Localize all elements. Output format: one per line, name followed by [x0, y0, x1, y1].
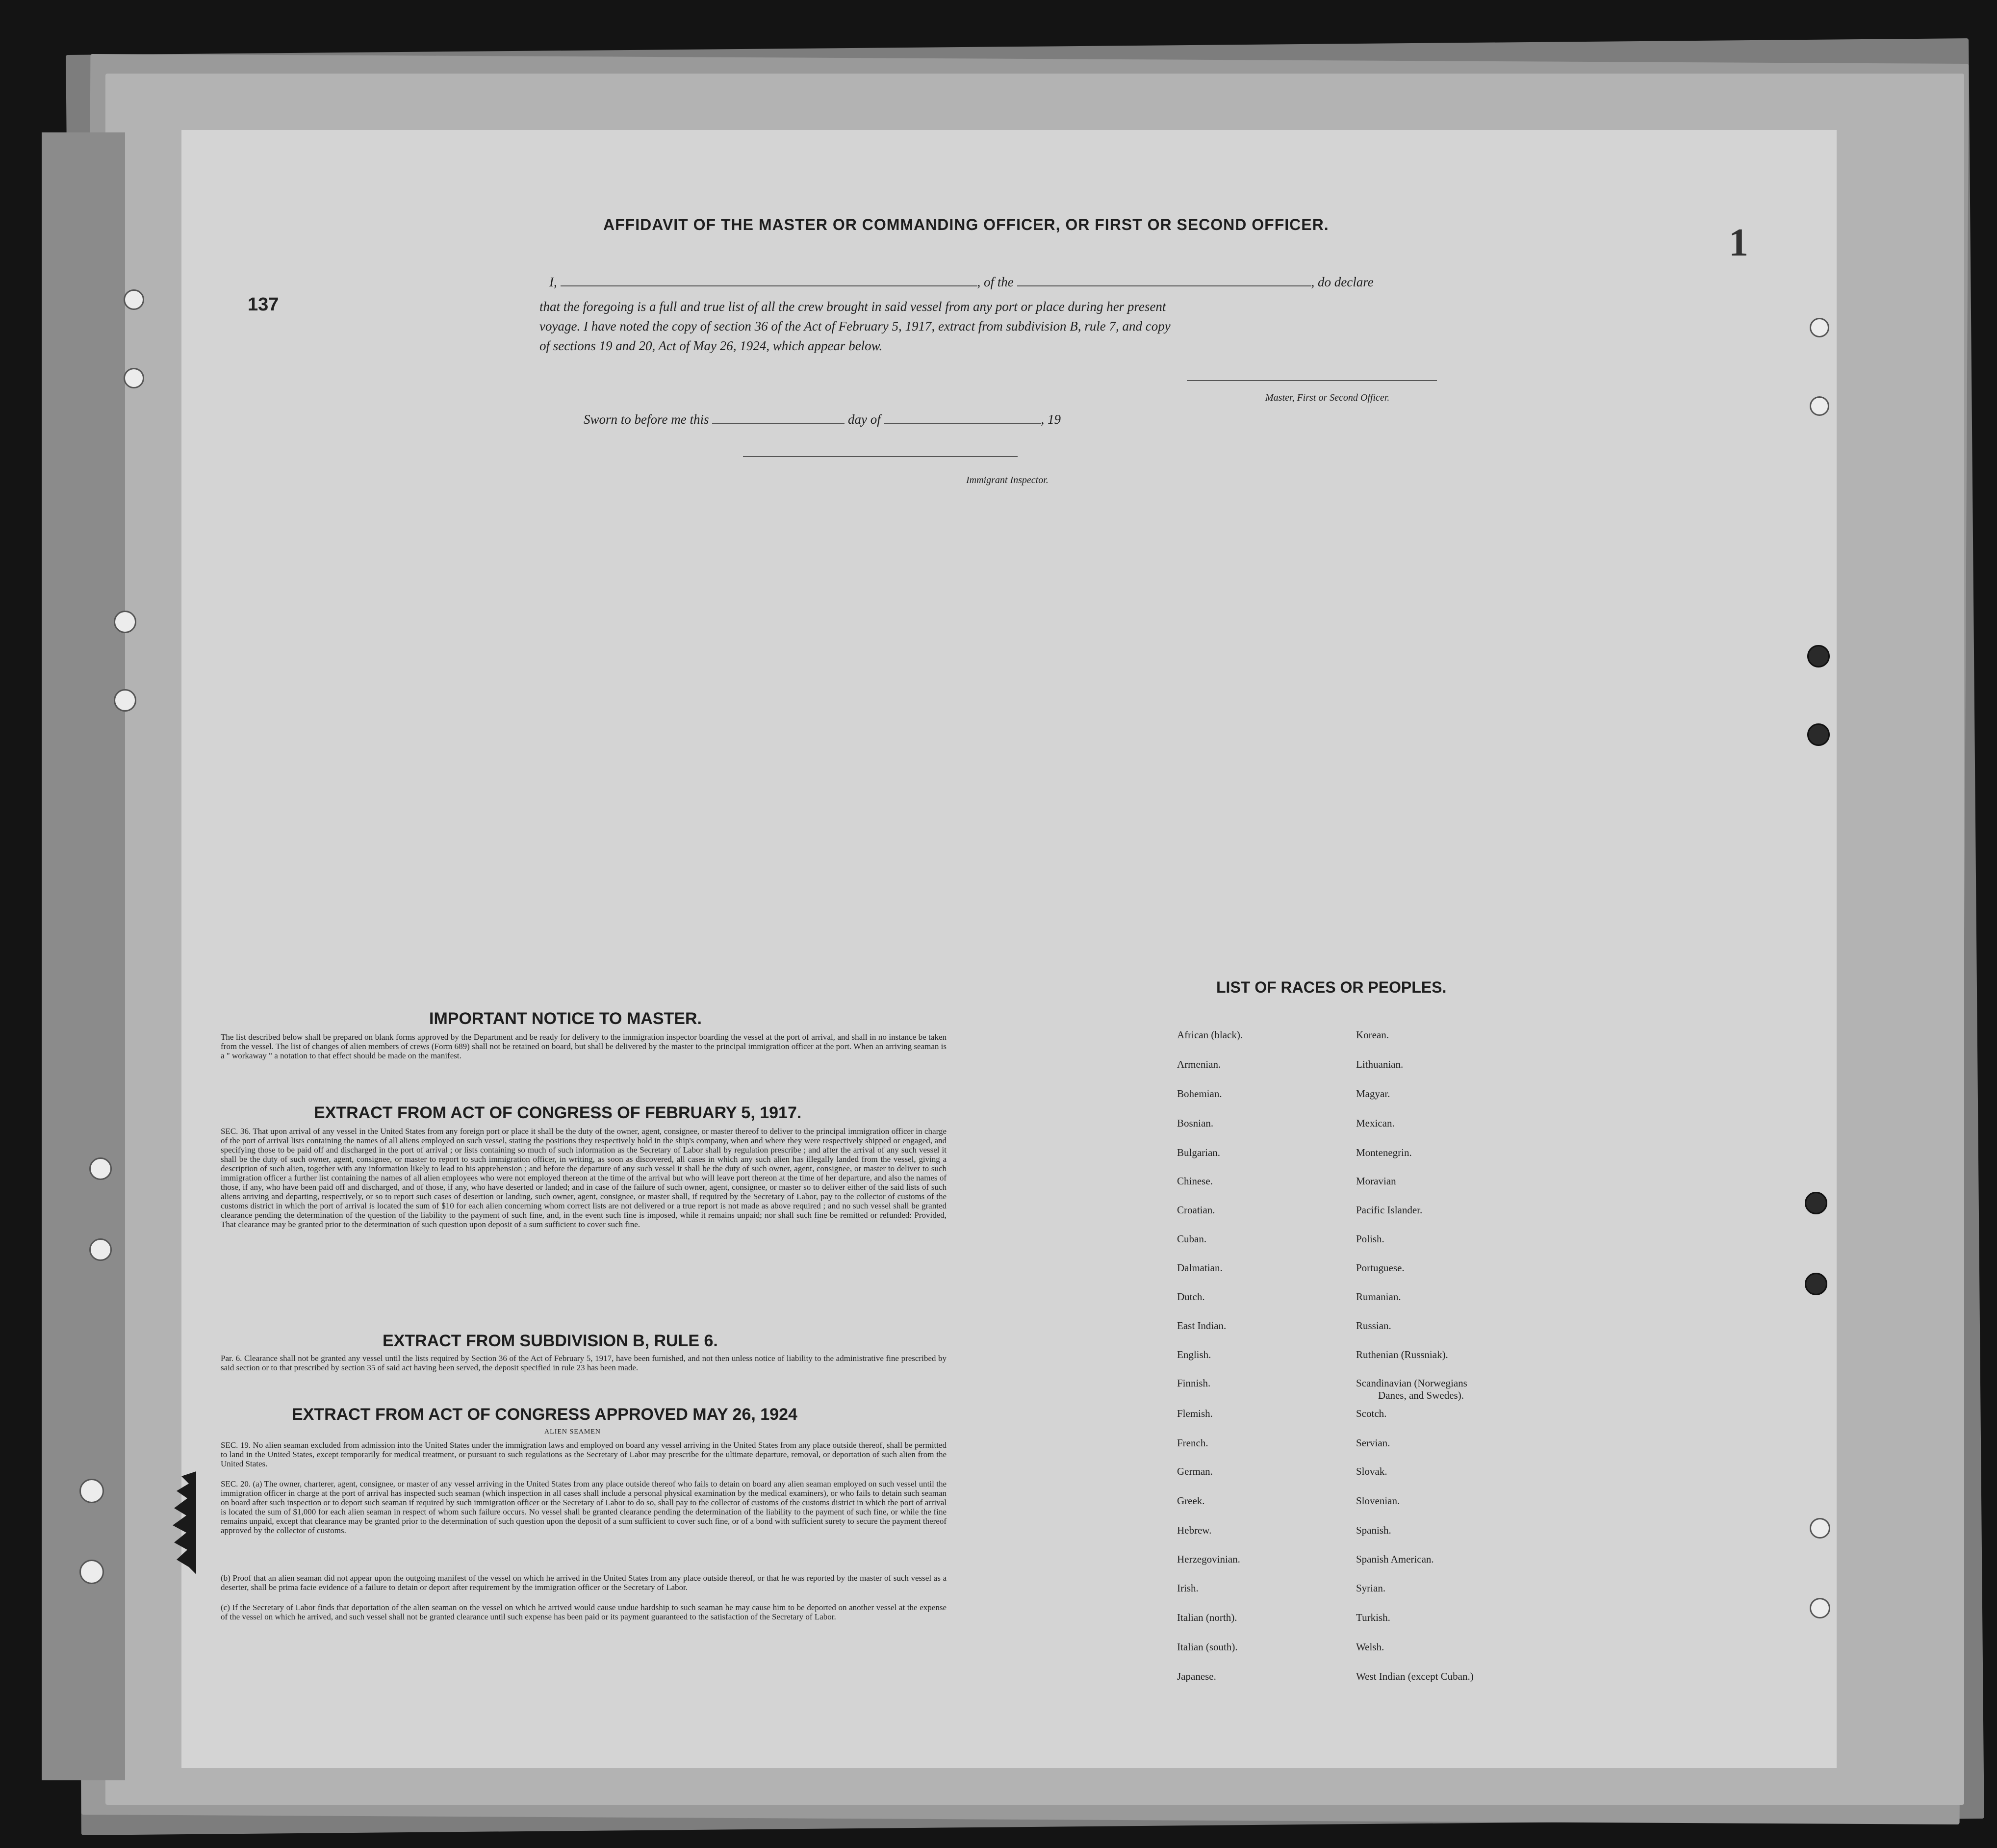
affidavit-body-1: that the foregoing is a full and true list of all the crew brought in said vessel from any port or place during her present [539, 299, 1166, 314]
notice-title: IMPORTANT NOTICE TO MASTER. [429, 1009, 702, 1028]
race-item: Slovak. [1356, 1465, 1387, 1477]
notice-text: The list described below shall be prepared on blank forms approved by the Department and be ready for delivery to the immigration inspector boarding the vessel at the port of arrival, and shall in no instance be taken from the vessel. The list of changes of alien members of crews (Form 689) shall not be retained on board, but shall be delivered by the master to the principal immigration officer at the port. When an arriving seaman is a " workaway " a notation to that effect should be made on the manifest. [221, 1032, 947, 1060]
punch-hole [1807, 645, 1830, 667]
race-item: Polish. [1356, 1233, 1384, 1245]
race-item: Magyar. [1356, 1088, 1390, 1100]
race-item: West Indian (except Cuban.) [1356, 1670, 1474, 1682]
punch-hole [79, 1479, 104, 1503]
race-item: Montenegrin. [1356, 1147, 1412, 1158]
race-item: Korean. [1356, 1029, 1389, 1041]
race-item-continued: Danes, and Swedes). [1378, 1389, 1464, 1401]
officer-name-field[interactable] [561, 285, 977, 286]
master-signature-label: Master, First or Second Officer. [1265, 392, 1390, 403]
affidavit-title: AFFIDAVIT OF THE MASTER OR COMMANDING OFFICER, OR FIRST OR SECOND OFFICER. [603, 216, 1329, 233]
punch-hole [89, 1157, 112, 1180]
section-20c-text: (c) If the Secretary of Labor finds that deportation of the alien seaman on the vessel on which he arrived would cause undue hardship to such seaman he may cause him to be deported on another vessel at the expense of the vessel on which he arrived, and such vessel shall not be granted clearance until such expense has been paid or its payment guaranteed to the satisfaction of the Secretary of Labor. [221, 1603, 947, 1621]
race-item: Lithuanian. [1356, 1058, 1404, 1070]
punch-hole [114, 689, 136, 712]
race-item: Mexican. [1356, 1117, 1395, 1129]
section-20b-text: (b) Proof that an alien seaman did not appear upon the outgoing manifest of the vessel on which he arrived in the United States from any place outside thereof, or that he was reported by the master of such vessel as a deserter, shall be prima facie evidence of a failure to detain or deport after requirement by the immigration officer or the Secretary of Labor. [221, 1573, 947, 1592]
race-item: Greek. [1177, 1495, 1205, 1507]
of-the-label: , of the [977, 275, 1014, 289]
race-item: Scandinavian (Norwegians [1356, 1377, 1467, 1389]
race-item: Irish. [1177, 1582, 1199, 1594]
race-item: Bulgarian. [1177, 1147, 1221, 1158]
race-item: Herzegovinian. [1177, 1553, 1240, 1565]
race-item: Servian. [1356, 1437, 1390, 1449]
race-item: Bosnian. [1177, 1117, 1214, 1129]
race-item: Italian (south). [1177, 1641, 1238, 1653]
section-20a-text: SEC. 20. (a) The owner, charterer, agent, consignee, or master of any vessel arriving in the United States from any place outside thereof who fails to detain on board any alien seaman employed on such vessel until the immigration officer in charge at the port of arrival has inspected such seaman (which inspection in all cases shall include a personal physical examination by the medical examiners), or who fails to detain such seaman on board after such inspection or to deport such seaman if required by such immigration officer or the Secretary of Labor to do so, shall pay to the collector of customs of the customs district in which the port of arrival is located the sum of $1,000 for each alien seaman in respect of whom such failure occurs. No vessel shall be granted clearance pending the determination of the liability to the payment of such fine, or while the fine remains unpaid, except that clearance may be granted prior to the determination of such question upon the deposit of a sum sufficient to cover such fine, or of a bond with sufficient surety to secure the payment thereof approved by the collector of customs. [221, 1479, 947, 1535]
day-of-label: day of [848, 412, 881, 427]
affidavit-body-3: of sections 19 and 20, Act of May 26, 1924, which appear below. [539, 338, 883, 353]
race-item: Welsh. [1356, 1641, 1384, 1653]
race-item: Spanish. [1356, 1524, 1391, 1536]
i-label: I, [549, 275, 557, 289]
left-paper-edge [42, 132, 125, 1780]
race-item: Armenian. [1177, 1058, 1221, 1070]
inspector-signature-field[interactable] [743, 456, 1018, 457]
vessel-name-field[interactable] [1017, 285, 1311, 286]
races-title: LIST OF RACES OR PEOPLES. [1216, 978, 1447, 996]
race-item: Bohemian. [1177, 1088, 1222, 1100]
race-item: Slovenian. [1356, 1495, 1400, 1507]
page-number: 1 [1729, 221, 1748, 264]
stamp-number: 137 [248, 294, 279, 315]
race-item: East Indian. [1177, 1320, 1227, 1332]
extract-1917-title: EXTRACT FROM ACT OF CONGRESS OF FEBRUARY 5, 1917. [314, 1104, 802, 1122]
race-item: Scotch. [1356, 1408, 1387, 1419]
race-item: Syrian. [1356, 1582, 1386, 1594]
punch-hole [1810, 1518, 1830, 1539]
race-item: Flemish. [1177, 1408, 1213, 1419]
race-item: African (black). [1177, 1029, 1243, 1041]
race-item: English. [1177, 1349, 1211, 1360]
race-item: Russian. [1356, 1320, 1391, 1332]
race-item: French. [1177, 1437, 1208, 1449]
punch-hole [1805, 1273, 1827, 1295]
race-item: Finnish. [1177, 1377, 1211, 1389]
race-item: Chinese. [1177, 1175, 1213, 1187]
race-item: Cuban. [1177, 1233, 1207, 1245]
race-item: German. [1177, 1465, 1213, 1477]
punch-hole [1810, 318, 1829, 337]
punch-hole [1810, 396, 1829, 416]
sworn-month-field[interactable] [884, 423, 1041, 424]
race-item: Spanish American. [1356, 1553, 1434, 1565]
race-item: Dalmatian. [1177, 1262, 1223, 1274]
extract-1924-title: EXTRACT FROM ACT OF CONGRESS APPROVED MAY 26, 1924 [292, 1405, 797, 1424]
affidavit-body-2: voyage. I have noted the copy of section 36 of the Act of February 5, 1917, extract from subdivision B, rule 7, and copy [539, 319, 1171, 334]
master-signature-field[interactable] [1187, 380, 1437, 381]
race-item: Pacific Islander. [1356, 1204, 1423, 1216]
do-declare-label: , do declare [1311, 275, 1374, 289]
race-item: Moravian [1356, 1175, 1396, 1187]
section-19-text: SEC. 19. No alien seaman excluded from admission into the United States under the immigration laws and employed on board any vessel arriving in the United States from any place outside thereof, shall be permitted to land in the United States, except temporarily for medical treatment, or pursuant to such regulations as the Secretary of Labor may prescribe for the ultimate departure, removal, or deportation of such alien from the United States. [221, 1440, 947, 1468]
race-item: Turkish. [1356, 1612, 1390, 1623]
punch-hole [124, 368, 144, 388]
punch-hole [1810, 1598, 1830, 1618]
year-label: , 19 [1041, 412, 1061, 427]
punch-hole [114, 611, 136, 633]
extract-rule6-title: EXTRACT FROM SUBDIVISION B, RULE 6. [383, 1332, 718, 1350]
race-item: Japanese. [1177, 1670, 1216, 1682]
punch-hole [79, 1560, 104, 1584]
race-item: Portuguese. [1356, 1262, 1405, 1274]
extract-1917-text: SEC. 36. That upon arrival of any vessel in the United States from any foreign port or place it shall be the duty of the owner, agent, consignee, or master thereof to deliver to the principal immigration officer in charge of the port of arrival lists containing the names of all aliens employed on such vessel, stating the positions they respectively hold in the ship's company, when and where they were respectively shipped or engaged, and specifying those to be paid off and discharged in the port of arrival ; or lists containing so much of such information as the Secretary of Labor shall by regulation prescribe ; and after the arrival of any such vessel it shall be the duty of such owner, agent, consignee, or master to report to such immigration officer, in writing, as soon as discovered, all cases in which any such alien has illegally landed from the vessel, giving a description of such alien, together with any information likely to lead to his apprehension ; and before the departure of any such vessel it shall be the duty of such owner, agent, consignee, or master to deliver to such immigration officer a further list containing the names of all alien employees who were not employed thereon at the time of the arrival but who will leave port thereon at the time of her departure, and also the names of those, if any, who have been paid off and discharged, and of those, if any, who have deserted or landed; and in case of the failure of such owner, agent, consignee, or master so to deliver either of the said lists of such aliens arriving and departing, respectively, or so to report such cases of desertion or landing, such owner, agent, consignee, or master shall, if required by the Secretary of Labor, pay to the collector of customs of the customs district in which the port of arrival is located the sum of $10 for each alien concerning whom correct lists are not delivered or a true report is not made as above required ; and no such vessel shall be granted clearance pending the determination of the question of the liability to the payment of such fine, and, in the event such fine is imposed, while it remains unpaid; nor shall such fine be remitted or refunded: Provided, That clearance may be granted prior to the determination of such question upon deposit of a sum sufficient to cover such fine. [221, 1127, 947, 1229]
punch-hole [124, 289, 144, 310]
punch-hole [89, 1238, 112, 1261]
inspector-signature-label: Immigrant Inspector. [966, 475, 1049, 486]
extract-1924-subtitle: ALIEN SEAMEN [544, 1428, 601, 1436]
race-item: Croatian. [1177, 1204, 1215, 1216]
race-item: Italian (north). [1177, 1612, 1237, 1623]
sworn-label: Sworn to before me this [584, 412, 709, 427]
seal-fragment [167, 1471, 196, 1574]
race-item: Dutch. [1177, 1291, 1205, 1303]
affidavit-declare-line [549, 275, 1374, 290]
sworn-line [584, 412, 1061, 427]
extract-rule6-text: Par. 6. Clearance shall not be granted any vessel until the lists required by Section 36 of the Act of February 5, 1917, have been furnished, and not then unless notice of liability to the administrative fine prescribed by said section or to that prescribed by section 35 of said act having been served, the deposit specified in rule 23 has been made. [221, 1354, 947, 1372]
punch-hole [1807, 723, 1830, 746]
sworn-day-field[interactable] [712, 423, 845, 424]
race-item: Rumanian. [1356, 1291, 1401, 1303]
race-item: Ruthenian (Russniak). [1356, 1349, 1448, 1360]
race-item: Hebrew. [1177, 1524, 1212, 1536]
punch-hole [1805, 1192, 1827, 1214]
